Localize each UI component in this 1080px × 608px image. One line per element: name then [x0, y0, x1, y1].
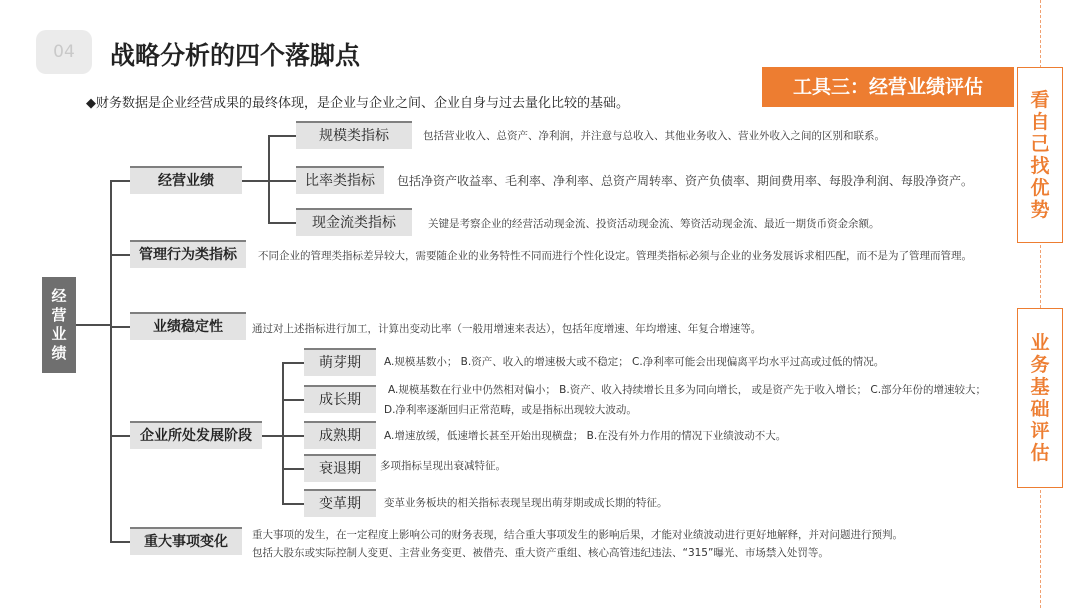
branch-connector: [110, 180, 130, 182]
desc-major-events-1: 重大事项的发生，在一定程度上影响公司的财务表现，结合重大事项发生的影响后果，才能对业绩波动进行更好地解释，并对问题进行预判。: [252, 529, 903, 541]
root-char: 经: [51, 287, 67, 305]
sub-trunk: [282, 362, 284, 503]
node-major-events: 重大事项变化: [130, 527, 242, 555]
tab-char: 基: [1030, 376, 1050, 398]
tab-char: 业: [1030, 332, 1050, 354]
desc-stage-transformation: 变革业务板块的相关指标表现呈现出萌芽期或成长期的特征。: [384, 497, 668, 509]
branch-connector: [110, 254, 130, 256]
node-ratio-metrics: 比率类指标: [296, 166, 384, 194]
tab-char: 估: [1030, 442, 1050, 464]
page-title: 战略分析的四个落脚点: [110, 41, 361, 70]
node-cashflow-metrics: 现金流类指标: [296, 208, 412, 236]
side-tab-business-eval: [1017, 308, 1063, 488]
tool-banner: 工具三：经营业绩评估: [762, 67, 1014, 107]
sub-connector: [282, 503, 304, 505]
tab-char: 自: [1030, 111, 1050, 133]
intro-text: ◆财务数据是企业经营成果的最终体现，是企业与企业之间、企业自身与过去量化比较的基础。: [86, 96, 629, 111]
tab-char: 看: [1030, 89, 1050, 111]
tab-char: 础: [1030, 398, 1050, 420]
tab-char: 优: [1030, 177, 1050, 199]
desc-scale-metrics: 包括营业收入、总资产、净利润，并注意与总收入、其他业务收入、营业外收入之间的区别和联系。: [423, 130, 885, 142]
tab-char: 势: [1030, 199, 1050, 221]
node-development-stage: 企业所处发展阶段: [130, 421, 262, 449]
sub-connector: [282, 362, 304, 364]
node-scale-metrics: 规模类指标: [296, 121, 412, 149]
node-stage-growth: 成长期: [304, 385, 376, 413]
desc-stage-growth-1: A.规模基数在行业中仍然相对偏小； B.资产、收入持续增长且多为同向增长， 或是资产先于收入增长； C.部分年份的增速较大；: [388, 384, 987, 396]
branch-connector: [110, 541, 130, 543]
root-char: 绩: [51, 344, 67, 362]
root-char: 业: [51, 325, 67, 343]
sub-connector: [268, 222, 296, 224]
sub-connector: [282, 399, 304, 401]
sub-connector: [268, 135, 296, 137]
tab-char: 评: [1030, 420, 1050, 442]
root-char: 营: [51, 306, 67, 324]
sub-connector: [242, 180, 268, 182]
node-stage-germination: 萌芽期: [304, 348, 376, 376]
tab-char: 己: [1030, 133, 1050, 155]
node-stability: 业绩稳定性: [130, 312, 246, 340]
desc-ratio-metrics: 包括净资产收益率、毛利率、净利率、总资产周转率、资产负债率、期间费用率、每股净利润、每股净资产。: [397, 174, 974, 188]
branch-connector: [110, 435, 130, 437]
tab-char: 找: [1030, 155, 1050, 177]
root-connector: [76, 324, 110, 326]
desc-stage-decline: 多项指标呈现出衰减特征。: [380, 460, 506, 472]
tab-char: 务: [1030, 354, 1050, 376]
main-trunk: [110, 180, 112, 542]
branch-connector: [110, 326, 130, 328]
desc-stage-maturity: A.增速放缓，低速增长甚至开始出现横盘； B.在没有外力作用的情况下业绩波动不大。: [384, 430, 787, 442]
node-stage-maturity: 成熟期: [304, 421, 376, 449]
desc-management: 不同企业的管理类指标差异较大，需要随企业的业务特性不同而进行个性化设定。管理类指标必须与企业的业务发展诉求相匹配，而不是为了管理而管理。: [258, 250, 972, 262]
sub-trunk: [268, 135, 270, 223]
desc-major-events-2: 包括大股东或实际控制人变更、主营业务变更、被借壳、重大资产重组、核心高管违纪违法、“315”曝光、市场禁入处罚等。: [252, 547, 829, 559]
desc-stage-germination: A.规模基数小； B.资产、收入的增速极大或不稳定； C.净利率可能会出现偏离平均水平过高或过低的情况。: [384, 356, 885, 368]
node-management: 管理行为类指标: [130, 240, 246, 268]
desc-stability: 通过对上述指标进行加工，计算出变动比率（一般用增速来表达），包括年度增速、年均增速、年复合增速等。: [252, 323, 762, 335]
sub-connector: [282, 435, 304, 437]
node-stage-transformation: 变革期: [304, 489, 376, 517]
root-node: [42, 277, 76, 373]
page-number: 04: [36, 30, 92, 74]
sub-connector: [262, 435, 282, 437]
sub-connector: [282, 468, 304, 470]
sub-connector: [268, 180, 296, 182]
desc-cashflow-metrics: 关键是考察企业的经营活动现金流、投资活动现金流、筹资活动现金流、最近一期货币资金余额。: [428, 218, 880, 230]
side-tab-strengths: [1017, 67, 1063, 243]
node-stage-decline: 衰退期: [304, 454, 376, 482]
desc-stage-growth-2: D.净利率逐渐回归正常范畴，或是指标出现较大波动。: [384, 404, 637, 416]
node-performance: 经营业绩: [130, 166, 242, 194]
